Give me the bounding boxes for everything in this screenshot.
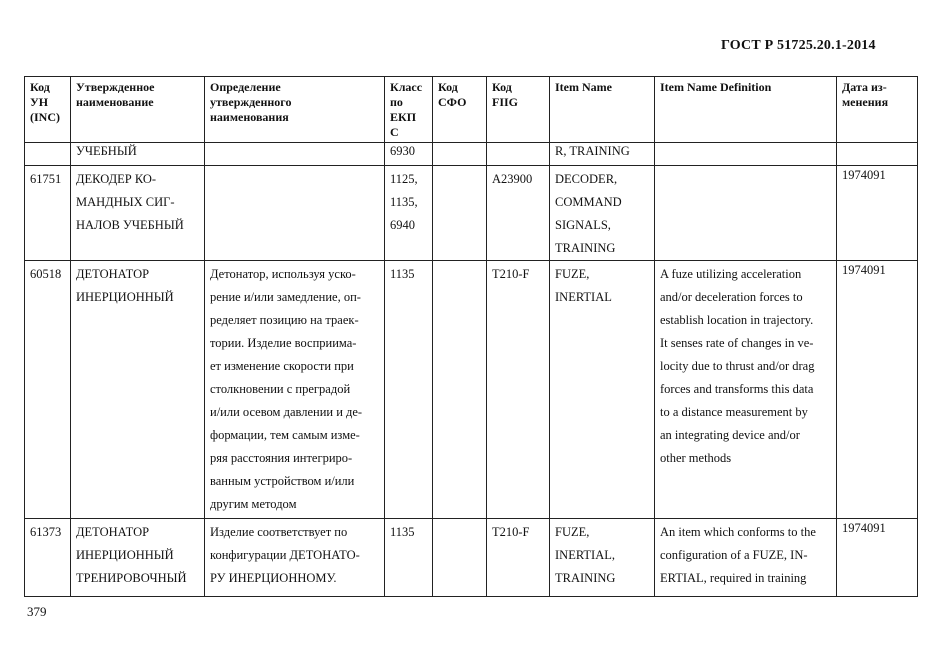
cell-fiig	[487, 143, 550, 166]
table-row	[25, 261, 918, 519]
cell-item-definition	[655, 166, 837, 261]
table-header-row	[25, 77, 918, 143]
cell-sfo	[433, 143, 487, 166]
cell-name: ДЕТОНАТОР ИНЕРЦИОННЫЙ ТРЕНИРОВОЧНЫЙ	[71, 519, 205, 597]
col-header-name: Утвержденное наименование	[71, 77, 205, 143]
cell-date: 1974091	[837, 166, 918, 261]
cell-item-name: FUZE, INERTIAL	[550, 261, 655, 519]
cell-class: 1125, 1135, 6940	[385, 166, 433, 261]
cell-name: ДЕКОДЕР КО- МАНДНЫХ СИГ- НАЛОВ УЧЕБНЫЙ	[71, 166, 205, 261]
cell-item-definition: An item which conforms to the configuration of a FUZE, IN- ERTIAL, required in training	[655, 519, 837, 597]
cell-sfo	[433, 261, 487, 519]
cell-sfo	[433, 166, 487, 261]
catalog-table	[24, 76, 918, 597]
document-code: ГОСТ Р 51725.20.1-2014	[721, 38, 876, 53]
col-header-code: Код УН (INC)	[25, 77, 71, 143]
cell-item-name: R, TRAINING	[550, 143, 655, 166]
cell-definition: Детонатор, используя уско- рение и/или замедление, оп- ределяет позицию на траек- тории. Изделие восприима- ет изменение скорости при столкновении с преградой и/или осевом давлении и де- формации, тем самым изме- ряя расстояния интегриро- ванным устройством и/или другим методом	[205, 261, 385, 519]
cell-item-definition: A fuze utilizing acceleration and/or deceleration forces to establish location in trajectory. It senses rate of changes in ve- locity due to thrust and/or drag forces and transforms this data to a distance measurement by an integrating device and/or other methods	[655, 261, 837, 519]
cell-item-definition	[655, 143, 837, 166]
col-header-item-definition: Item Name Definition	[655, 77, 837, 143]
col-header-sfo: Код СФО	[433, 77, 487, 143]
cell-date	[837, 143, 918, 166]
cell-fiig: A23900	[487, 166, 550, 261]
cell-name: УЧЕБНЫЙ	[71, 143, 205, 166]
cell-date: 1974091	[837, 519, 918, 597]
cell-code: 61373	[25, 519, 71, 597]
table-row	[25, 519, 918, 597]
col-header-class: Класс по ЕКП С	[385, 77, 433, 143]
cell-definition	[205, 143, 385, 166]
cell-definition: Изделие соответствует по конфигурации ДЕТОНАТО- РУ ИНЕРЦИОННОМУ.	[205, 519, 385, 597]
cell-fiig: T210-F	[487, 261, 550, 519]
cell-code	[25, 143, 71, 166]
page-number: 379	[27, 604, 47, 619]
col-header-date: Дата из- менения	[837, 77, 918, 143]
col-header-definition: Определение утвержденного наименования	[205, 77, 385, 143]
cell-item-name: FUZE, INERTIAL, TRAINING	[550, 519, 655, 597]
cell-code: 60518	[25, 261, 71, 519]
cell-class: 1135	[385, 519, 433, 597]
cell-name: ДЕТОНАТОР ИНЕРЦИОННЫЙ	[71, 261, 205, 519]
cell-definition	[205, 166, 385, 261]
cell-item-name: DECODER, COMMAND SIGNALS, TRAINING	[550, 166, 655, 261]
table-row	[25, 166, 918, 261]
cell-code: 61751	[25, 166, 71, 261]
cell-class: 1135	[385, 261, 433, 519]
table-row	[25, 143, 918, 166]
col-header-item-name: Item Name	[550, 77, 655, 143]
cell-fiig: T210-F	[487, 519, 550, 597]
col-header-fiig: Код FIIG	[487, 77, 550, 143]
cell-class: 6930	[385, 143, 433, 166]
cell-sfo	[433, 519, 487, 597]
cell-date: 1974091	[837, 261, 918, 519]
